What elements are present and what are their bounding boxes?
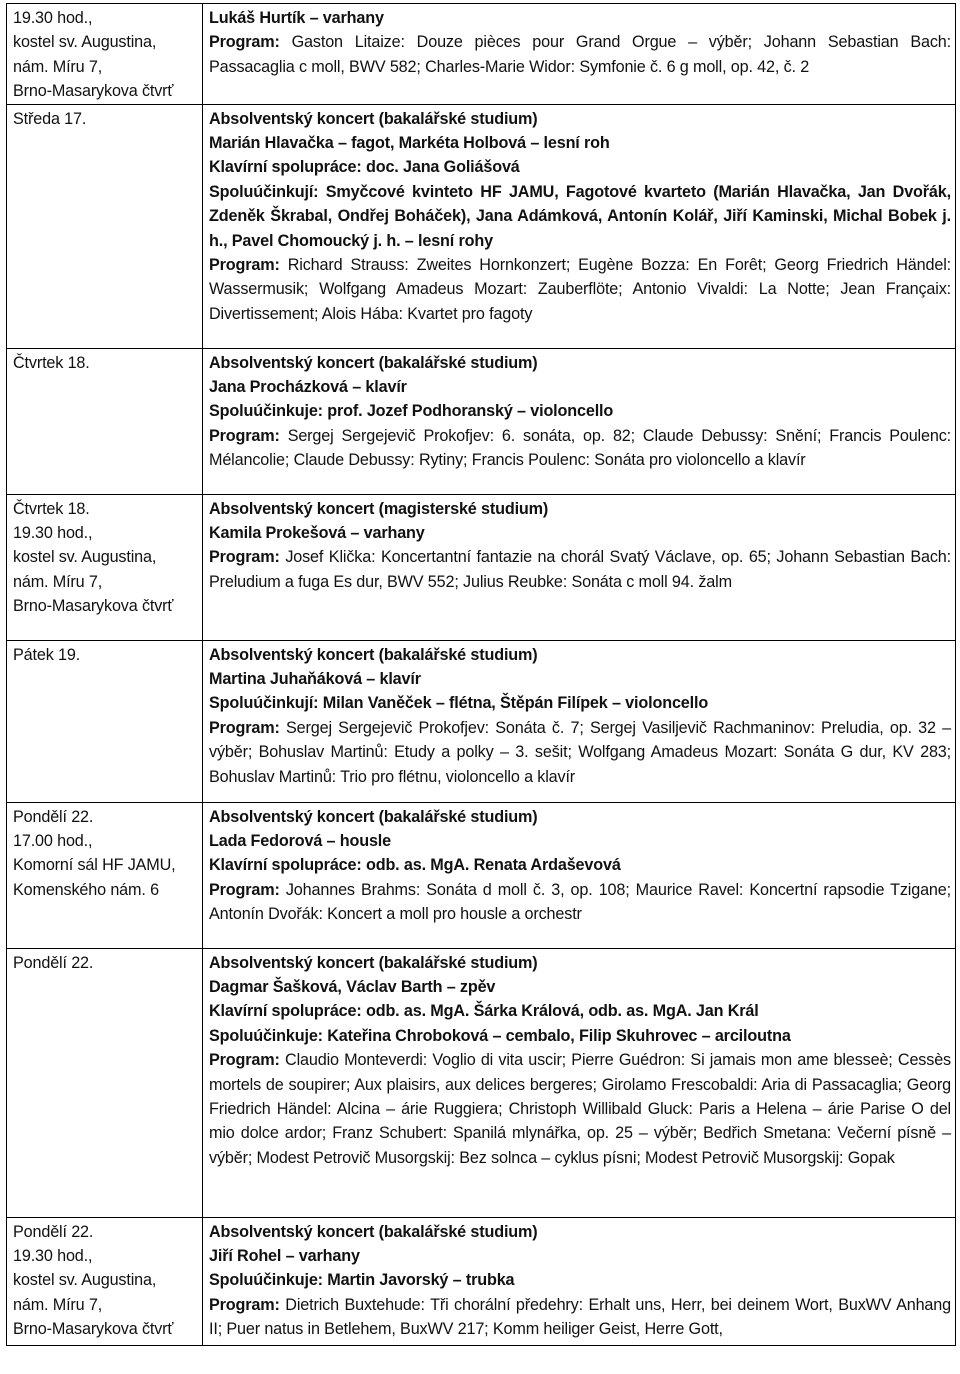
venue-name: kostel sv. Augustina,: [13, 33, 157, 52]
program-content: Sergej Sergejevič Prokofjev: 6. sonáta, op. 82; Claude Debussy: Snění; Francis Poulenc: Mélancolie; Claude Debussy: Rytiny; Francis Poulenc: Sonáta pro violoncello a klavír: [209, 426, 951, 470]
concert-heading: Absolventský koncert (bakalářské studium): [209, 109, 538, 128]
concert-date: Čtvrtek 18.: [13, 353, 90, 372]
performer: Martina Juhaňáková – klavír: [209, 670, 421, 689]
venue-address: nám. Míru 7,: [13, 1295, 103, 1314]
venue-address: nám. Míru 7,: [13, 57, 103, 76]
guest-performers: Spoluúčinkuje: Martin Javorský – trubka: [209, 1271, 515, 1290]
program-text: [209, 545, 951, 594]
venue-district: Brno-Masarykova čtvrť: [13, 82, 174, 101]
program-content: Sergej Sergejevič Prokofjev: Sonáta č. 7; Sergej Vasiljevič Rachmaninov: Preludia, op. 32 – výběr; Bohuslav Martinů: Etudy a polky – 3. sešit; Wolfgang Amadeus Mozart: Sonáta G dur, KV 283; Bohuslav Martinů: Trio pro flétnu, violoncello a klavír: [209, 718, 951, 786]
concert-date: Pondělí 22.: [13, 1222, 94, 1241]
date-venue-cell: [7, 640, 203, 802]
concert-cell: [203, 640, 956, 802]
program-content: Josef Klička: Koncertantní fantazie na chorál Svatý Václave, op. 65; Johann Sebastian Bach: Preludium a fuga Es dur, BWV 552; Julius Reubke: Sonáta c moll 94. žalm: [209, 548, 951, 591]
venue-name: kostel sv. Augustina,: [13, 1271, 157, 1290]
date-venue-cell: [7, 104, 203, 348]
date-venue-cell: [7, 494, 203, 640]
accompanist: Klavírní spolupráce: odb. as. MgA. Šárka Králová, odb. as. MgA. Jan Král: [209, 1002, 759, 1021]
venue-time: 17.00 hod.,: [13, 832, 93, 851]
concert-cell: [203, 948, 956, 1217]
concert-date: Středa 17.: [13, 109, 87, 128]
schedule-row: [7, 104, 956, 348]
program-label: Program:: [209, 548, 280, 567]
program-text: [209, 30, 951, 79]
date-venue-cell: [7, 802, 203, 948]
venue-address: nám. Míru 7,: [13, 572, 103, 591]
accompanist: Klavírní spolupráce: doc. Jana Goliášová: [209, 158, 520, 177]
concert-heading: Absolventský koncert (bakalářské studium): [209, 645, 538, 664]
venue-name: Komorní sál HF JAMU,: [13, 856, 176, 875]
performer: Marián Hlavačka – fagot, Markéta Holbová – lesní roh: [209, 134, 610, 153]
venue-time: 19.30 hod.,: [13, 1247, 93, 1266]
concert-cell: [203, 802, 956, 948]
concert-schedule-table: [6, 3, 956, 1346]
venue-time: 19.30 hod.,: [13, 9, 93, 27]
concert-cell: [203, 4, 956, 105]
program-content: Richard Strauss: Zweites Hornkonzert; Eugène Bozza: En Forêt; Georg Friedrich Händel: Wassermusik; Wolfgang Amadeus Mozart: Zauberflöte; Antonio Vivaldi: La Notte; Jean Françaix: Divertissement; Alois Hába: Kvartet pro fagoty: [209, 256, 951, 323]
concert-date: Pondělí 22.: [13, 953, 94, 972]
venue-time: 19.30 hod.,: [13, 524, 93, 543]
schedule-row: [7, 348, 956, 494]
concert-heading: Absolventský koncert (bakalářské studium): [209, 1222, 538, 1241]
concert-cell: [203, 348, 956, 494]
date-venue-cell: [7, 948, 203, 1217]
program-content: Johannes Brahms: Sonáta d moll č. 3, op. 108; Maurice Ravel: Koncertní rapsodie Tzigane; Antonín Dvořák: Koncert a moll pro housle a orchestr: [209, 880, 951, 924]
schedule-row: [7, 948, 956, 1217]
guest-performers: Spoluúčinkuje: Kateřina Chroboková – cembalo, Filip Skuhrovec – arciloutna: [209, 1026, 791, 1045]
concert-heading: Absolventský koncert (magisterské studium): [209, 499, 549, 518]
program-label: Program:: [209, 880, 280, 899]
guest-performers: Spoluúčinkují: Milan Vaněček – flétna, Štěpán Filípek – violoncello: [209, 694, 709, 713]
concert-heading: Absolventský koncert (bakalářské studium): [209, 807, 538, 826]
date-venue-cell: [7, 348, 203, 494]
program-label: Program:: [209, 1051, 280, 1070]
program-text: [209, 878, 951, 927]
guest-performers: Spoluúčinkují: Smyčcové kvinteto HF JAMU, Fagotové kvarteto (Marián Hlavačka, Jan Dvořák, Zdeněk Škrabal, Ondřej Boháček), Jana Adámková, Antonín Kolář, Jiří Kaminski, Michal Bobek j. h., Pavel Chomoucký j. h. – lesní rohy: [209, 182, 951, 250]
concert-date: Pondělí 22.: [13, 807, 94, 826]
concert-cell: [203, 1217, 956, 1345]
venue-district: Brno-Masarykova čtvrť: [13, 1320, 174, 1339]
schedule-row: [7, 1217, 956, 1345]
program-content: Claudio Monteverdi: Voglio di vita uscir; Pierre Guédron: Si jamais mon ame blesseè; Cessès mortels de soupirer; Aux plaisirs, aux delices bergeres; Girolamo Frescobaldi: Aria di Passacaglia; Georg Friedrich Händel: Alcina – árie Ruggiera; Christoph Willibald Gluck: Paris a Helena – árie Parise O del mio dolce ardor; Franz Schubert: Spanilá mlynářka, op. 25 – výběr; Bedřich Smetana: Večerní písně – výběr; Modest Petrovič Musorgskij: Bez solnca – cyklus písni; Modest Petrovič Musorgskij: Gopak: [209, 1051, 951, 1167]
program-text: [209, 253, 951, 326]
concert-cell: [203, 494, 956, 640]
performer: Jana Procházková – klavír: [209, 378, 407, 397]
venue-address: Komenského nám. 6: [13, 880, 159, 899]
program-text: [209, 716, 951, 789]
performer: Lukáš Hurtík – varhany: [209, 9, 384, 27]
date-venue-cell: [7, 1217, 203, 1345]
program-label: Program:: [209, 256, 280, 275]
performer: Kamila Prokešová – varhany: [209, 524, 425, 543]
schedule-row: [7, 640, 956, 802]
venue-name: kostel sv. Augustina,: [13, 548, 157, 567]
accompanist: Klavírní spolupráce: odb. as. MgA. Renata Ardaševová: [209, 856, 621, 875]
date-venue-cell: [7, 4, 203, 105]
schedule-row: [7, 4, 956, 105]
performer: Jiří Rohel – varhany: [209, 1247, 360, 1266]
program-content: Gaston Litaize: Douze pièces pour Grand Orgue – výběr; Johann Sebastian Bach: Passacaglia c moll, BWV 582; Charles-Marie Widor: Symfonie č. 6 g moll, op. 42, č. 2: [209, 33, 951, 76]
program-label: Program:: [209, 426, 280, 445]
schedule-row: [7, 802, 956, 948]
program-content: Dietrich Buxtehude: Tři chorální předehry: Erhalt uns, Herr, bei deinem Wort, BuxWV Anhang II; Puer natus in Betlehem, BuxWV 217; Komm heiliger Geist, Herre Gott,: [209, 1295, 951, 1339]
venue-district: Brno-Masarykova čtvrť: [13, 597, 174, 616]
program-text: [209, 424, 951, 473]
schedule-row: [7, 494, 956, 640]
concert-heading: Absolventský koncert (bakalářské studium): [209, 953, 538, 972]
program-label: Program:: [209, 33, 280, 52]
program-text: [209, 1048, 951, 1170]
program-label: Program:: [209, 1295, 280, 1314]
concert-date: Pátek 19.: [13, 645, 81, 664]
performer: Lada Fedorová – housle: [209, 832, 392, 851]
program-text: [209, 1293, 951, 1342]
program-label: Program:: [209, 718, 280, 737]
concert-cell: [203, 104, 956, 348]
performer: Dagmar Šašková, Václav Barth – zpěv: [209, 978, 496, 997]
concert-heading: Absolventský koncert (bakalářské studium): [209, 353, 538, 372]
guest-performers: Spoluúčinkuje: prof. Jozef Podhoranský – violoncello: [209, 402, 614, 421]
concert-date: Čtvrtek 18.: [13, 499, 90, 518]
